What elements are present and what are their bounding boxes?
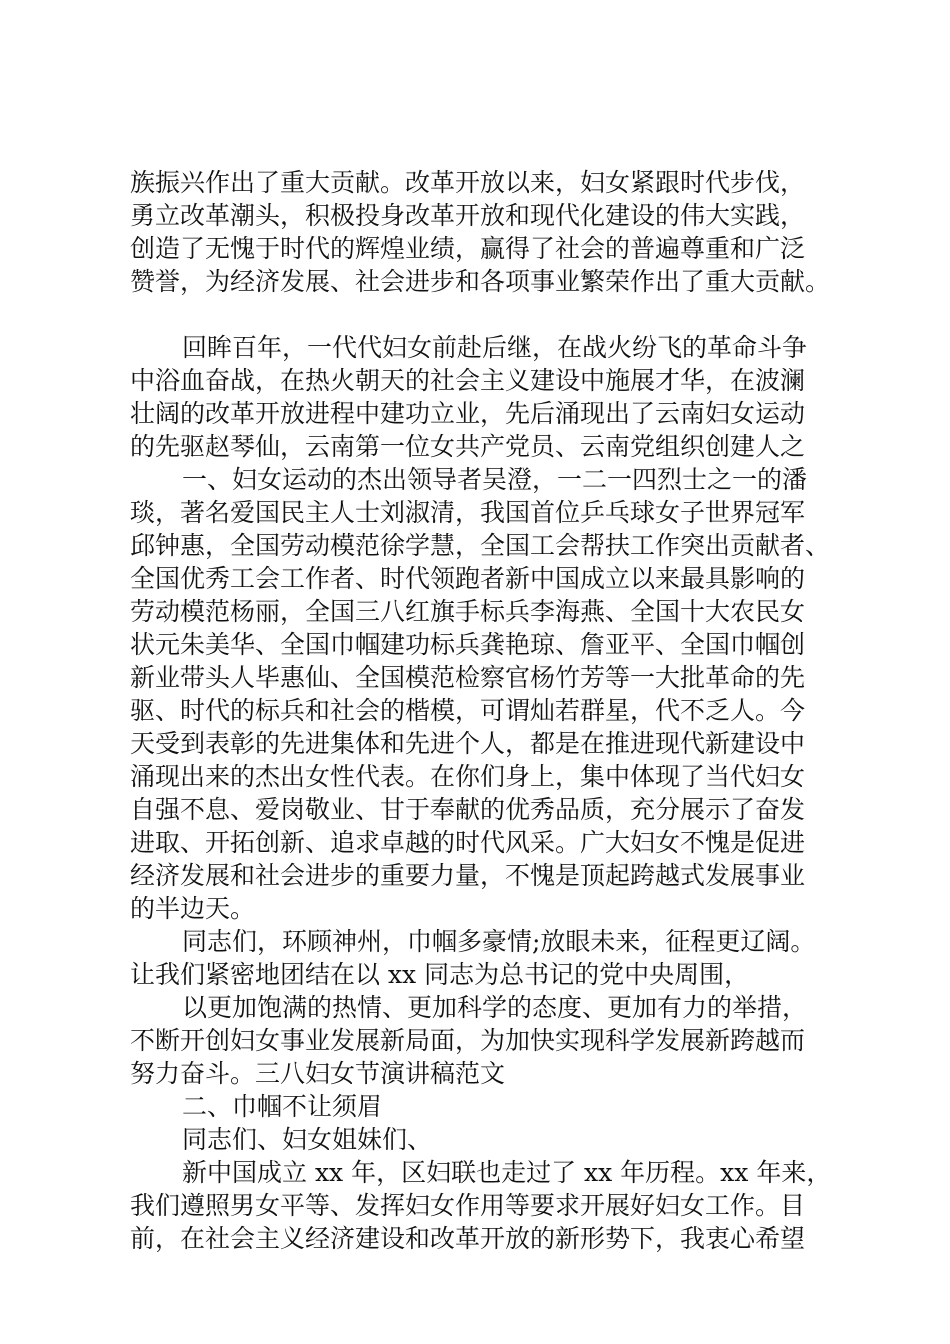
section-heading: 二、巾帼不让须眉 xyxy=(182,1092,383,1121)
text-line: 前，在社会主义经济建设和改革开放的新形势下，我衷心希望 xyxy=(130,1224,806,1253)
text-line: 一、妇女运动的杰出领导者吴澄，一二一四烈士之一的潘 xyxy=(182,465,808,494)
paragraph-gap xyxy=(130,298,850,331)
document-body xyxy=(130,166,850,1255)
text-line: 新中国成立 xx 年，区妇联也走过了 xx 年历程。xx 年来， xyxy=(182,1158,832,1187)
text-line: 的半边天。 xyxy=(130,894,256,923)
text-line: 不断开创妇女事业发展新局面，为加快实现科学发展新跨越而 xyxy=(130,1026,806,1055)
text-line: 以更加饱满的热情、更加科学的态度、更加有力的举措， xyxy=(182,993,808,1022)
text-line: 全国优秀工会工作者、时代领跑者新中国成立以来最具影响的 xyxy=(130,564,806,593)
text-line: 创造了无愧于时代的辉煌业绩，赢得了社会的普遍尊重和广泛 xyxy=(130,234,806,263)
text-line: 自强不息、爱岗敬业、甘于奉献的优秀品质，充分展示了奋发 xyxy=(130,795,806,824)
text-line: 邱钟惠，全国劳动模范徐学慧，全国工会帮扶工作突出贡献者、 xyxy=(130,531,831,560)
text-line: 努力奋斗。三八妇女节演讲稿范文 xyxy=(130,1059,506,1088)
text-line: 琰，著名爱国民主人士刘淑清，我国首位乒乓球女子世界冠军 xyxy=(130,498,806,527)
text-line: 天受到表彰的先进集体和先进个人，都是在推进现代新建设中 xyxy=(130,729,806,758)
salutation: 同志们、妇女姐妹们、 xyxy=(182,1125,433,1154)
text-line: 赞誉，为经济发展、社会进步和各项事业繁荣作出了重大贡献。 xyxy=(130,267,831,296)
text-line: 族振兴作出了重大贡献。改革开放以来，妇女紧跟时代步伐， xyxy=(130,168,806,197)
text-line: 的先驱赵琴仙，云南第一位女共产党员、云南党组织创建人之 xyxy=(130,432,806,461)
text-line: 经济发展和社会进步的重要力量，不愧是顶起跨越式发展事业 xyxy=(130,861,806,890)
text-line: 中浴血奋战，在热火朝天的社会主义建设中施展才华，在波澜 xyxy=(130,366,806,395)
text-line: 进取、开拓创新、追求卓越的时代风采。广大妇女不愧是促进 xyxy=(130,828,806,857)
text-line: 回眸百年，一代代妇女前赴后继，在战火纷飞的革命斗争 xyxy=(182,333,808,362)
text-line: 涌现出来的杰出女性代表。在你们身上，集中体现了当代妇女 xyxy=(130,762,806,791)
text-line: 状元朱美华、全国巾帼建功标兵龚艳琼、詹亚平、全国巾帼创 xyxy=(130,630,806,659)
text-line: 驱、时代的标兵和社会的楷模，可谓灿若群星，代不乏人。今 xyxy=(130,696,806,725)
text-line: 劳动模范杨丽，全国三八红旗手标兵李海燕、全国十大农民女 xyxy=(130,597,806,626)
text-line: 壮阔的改革开放进程中建功立业，先后涌现出了云南妇女运动 xyxy=(130,399,806,428)
text-line: 让我们紧密地团结在以 xx 同志为总书记的党中央周围， xyxy=(130,960,750,989)
text-line: 新业带头人毕惠仙、全国模范检察官杨竹芳等一大批革命的先 xyxy=(130,663,806,692)
text-line: 同志们，环顾神州，巾帼多豪情;放眼未来，征程更辽阔。 xyxy=(182,927,816,956)
text-line: 勇立改革潮头，积极投身改革开放和现代化建设的伟大实践， xyxy=(130,201,806,230)
text-line: 我们遵照男女平等、发挥妇女作用等要求开展好妇女工作。目 xyxy=(130,1191,806,1220)
